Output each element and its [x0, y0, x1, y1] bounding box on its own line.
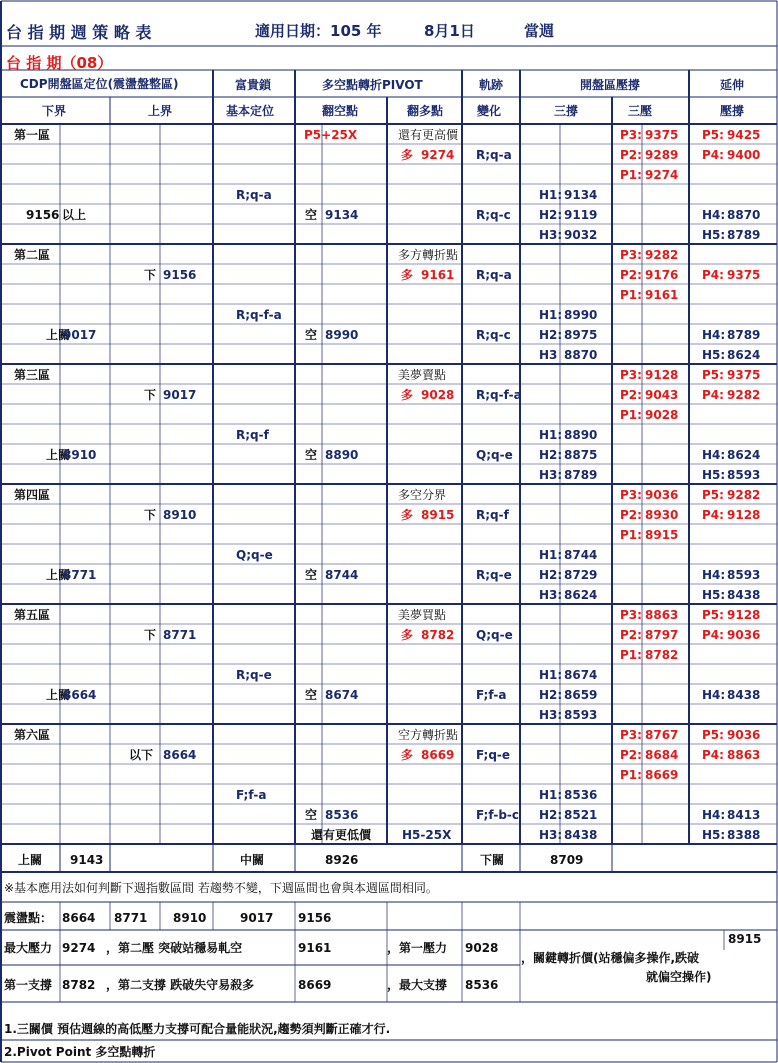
max-pressure-label: 最大壓力	[4, 941, 53, 955]
zone-long-bottom: H5-25X	[402, 828, 452, 842]
zone-name: 第三區	[14, 368, 51, 382]
zone-h2: 8521	[564, 808, 598, 822]
zone-base: R;q-f	[236, 428, 269, 442]
col-change: 變化	[477, 104, 502, 118]
col-low: 下界	[42, 104, 67, 118]
h4-label: H4:	[702, 208, 726, 222]
p3-label: P3:	[620, 368, 642, 382]
zone-h2: 8729	[564, 568, 598, 582]
h5-label: H5:	[702, 468, 726, 482]
zone-h1: 8890	[564, 428, 598, 442]
zone-base: R;q-a	[236, 188, 272, 202]
zone-high: 8771	[163, 628, 197, 642]
zone-p4: 9375	[727, 268, 761, 282]
zone-h3: 8593	[564, 708, 598, 722]
col-group-lock: 富貴鎖	[235, 78, 272, 92]
zone-h2: 8875	[564, 448, 598, 462]
zone-p5: 9375	[727, 368, 761, 382]
zone-p2: 9043	[645, 388, 679, 402]
zone-long-note: 多方轉折點	[398, 248, 459, 262]
footnote-1: 1.三關價 預估週線的高低壓力支撐可配合量能狀況,趨勢須判斷正確才行.	[4, 1022, 391, 1036]
h2-label: H2:	[539, 328, 563, 342]
zone-h1: 8536	[564, 788, 598, 802]
p2-label: P2:	[620, 388, 642, 402]
h1-label: H1:	[539, 188, 563, 202]
zone-long: 8669	[421, 748, 455, 762]
h5-label: H5:	[702, 348, 726, 362]
short-mark: 空	[305, 208, 318, 222]
zone-p1: 8915	[645, 528, 679, 542]
zone-h4: 8789	[727, 328, 761, 342]
zone-short-bottom: 還有更低價	[311, 828, 372, 842]
max-support-label: ，最大支撐	[387, 978, 448, 992]
zone-long: 9028	[421, 388, 455, 402]
h2-label: H2:	[539, 208, 563, 222]
p3-label: P3:	[620, 128, 642, 142]
zone-p2: 9176	[645, 268, 679, 282]
zone-p3: 9282	[645, 248, 679, 262]
long-mark: 多	[401, 148, 414, 162]
zone-h2: 9119	[564, 208, 598, 222]
col-s3: 三撐	[554, 104, 579, 118]
zone-change-1: R;q-f-a	[476, 388, 522, 402]
zone-long-note: 空方轉折點	[398, 728, 459, 742]
zone-h4: 8624	[727, 448, 761, 462]
first-pressure-value: 9028	[465, 941, 499, 955]
zone-h3: 8870	[564, 348, 598, 362]
zone-high-mark: 下	[144, 508, 157, 522]
zone-change-2: Q;q-e	[476, 448, 513, 462]
p5-label: P5:	[702, 368, 724, 382]
p4-label: P4:	[702, 628, 724, 642]
long-mark: 多	[401, 748, 414, 762]
zone-p4: 9128	[727, 508, 761, 522]
h5-label: H5:	[702, 228, 726, 242]
col-high: 上界	[148, 104, 173, 118]
zone-p1: 9274	[645, 168, 679, 182]
zone-h5: 8388	[727, 828, 761, 842]
date-label: 適用日期：105 年	[255, 22, 382, 40]
h3-label: H3:	[539, 708, 563, 722]
h4-label: H4:	[702, 568, 726, 582]
zone-p3: 8767	[645, 728, 679, 742]
p2-label: P2:	[620, 148, 642, 162]
zone-h2: 8975	[564, 328, 598, 342]
col-ext-levels: 壓撐	[720, 104, 745, 118]
zone-low-mark: 上關	[46, 688, 71, 702]
h4-label: H4:	[702, 688, 726, 702]
zone-long-note: 美夢買點	[398, 608, 447, 622]
zone-short: 8674	[325, 688, 359, 702]
max-support-value: 8536	[465, 978, 499, 992]
zone-base: R;q-f-a	[236, 308, 282, 322]
h5-label: H5:	[702, 828, 726, 842]
zone-high: 9017	[163, 388, 197, 402]
range-point: 8910	[173, 911, 207, 925]
range-point: 9156	[298, 911, 332, 925]
p3-label: P3:	[620, 608, 642, 622]
zone-change-2: R;q-e	[476, 568, 512, 582]
p5-label: P5:	[702, 488, 724, 502]
pivot-label: ，關鍵轉折價(站穩偏多操作,跌破	[521, 951, 700, 965]
h1-label: H1:	[539, 428, 563, 442]
upper-value: 9143	[70, 853, 104, 867]
sheet-subtitle: 台 指 期（08）	[6, 54, 113, 72]
zone-low: 9156	[26, 208, 60, 222]
zone-h4: 8413	[727, 808, 761, 822]
zone-p2: 8797	[645, 628, 679, 642]
zone-p1: 9161	[645, 288, 679, 302]
zone-h3: 8624	[564, 588, 598, 602]
zone-long-note: 多空分界	[398, 488, 447, 502]
p5-label: P5:	[702, 728, 724, 742]
zone-p5: 9425	[727, 128, 761, 142]
zone-high-mark: 下	[144, 628, 157, 642]
h3-label: H3:	[539, 588, 563, 602]
zone-h3: 9032	[564, 228, 598, 242]
max-pressure-value: 9274	[62, 941, 96, 955]
p4-label: P4:	[702, 508, 724, 522]
zone-p1: 8669	[645, 768, 679, 782]
zone-change-2: R;q-c	[476, 208, 511, 222]
zone-h1: 9134	[564, 188, 598, 202]
col-group-ext: 延伸	[720, 78, 745, 92]
p2-label: P2:	[620, 268, 642, 282]
p1-label: P1:	[620, 768, 642, 782]
p3-label: P3:	[620, 248, 642, 262]
zone-p4: 8863	[727, 748, 761, 762]
p1-label: P1:	[620, 288, 642, 302]
zone-high: 9156	[163, 268, 197, 282]
col-group-levels: 開盤區壓撐	[580, 78, 641, 92]
p3-label: P3:	[620, 728, 642, 742]
zone-p1: 9028	[645, 408, 679, 422]
p2-label: P2:	[620, 748, 642, 762]
p2-label: P2:	[620, 508, 642, 522]
zone-low: 9017	[63, 328, 97, 342]
zone-h4: 8870	[727, 208, 761, 222]
zone-p2: 8930	[645, 508, 679, 522]
zone-long: 8782	[421, 628, 455, 642]
date-value: 8月1日	[424, 22, 475, 40]
range-label: 震盪點：	[4, 911, 53, 925]
h2-label: H2:	[539, 808, 563, 822]
long-mark: 多	[401, 388, 414, 402]
p1-label: P1:	[620, 528, 642, 542]
zone-long: 9161	[421, 268, 455, 282]
zone-h2: 8659	[564, 688, 598, 702]
note-text: ※基本應用法如何判斷下週指數區間 若趨勢不變，下週區間也會與本週區間相同。	[4, 881, 438, 895]
zone-low-mark: 上關	[46, 328, 71, 342]
h3-label: H3:	[539, 828, 563, 842]
zone-p1: 8782	[645, 648, 679, 662]
zone-short-top: P5+25X	[304, 128, 358, 142]
zone-short: 8536	[325, 808, 359, 822]
zone-high-mark: 以下	[129, 748, 154, 762]
p4-label: P4:	[702, 388, 724, 402]
zone-long: 9274	[421, 148, 455, 162]
zone-change-1: R;q-a	[476, 268, 512, 282]
zone-h3: 8438	[564, 828, 598, 842]
zone-base: R;q-e	[236, 668, 272, 682]
zone-p3: 9375	[645, 128, 679, 142]
week-label: 當週	[524, 22, 555, 40]
zone-low-mark: 上關	[46, 448, 71, 462]
zone-p4: 9036	[727, 628, 761, 642]
h5-label: H5:	[702, 588, 726, 602]
zone-p4: 9282	[727, 388, 761, 402]
long-mark: 多	[401, 268, 414, 282]
zone-change-2: F;f-a	[476, 688, 507, 702]
zone-h4: 8438	[727, 688, 761, 702]
first-pressure-label: ，第一壓力	[387, 941, 448, 955]
h1-label: H1:	[539, 668, 563, 682]
zone-change-1: F;q-e	[476, 748, 511, 762]
col-base: 基本定位	[226, 104, 275, 118]
footnote-2: 2.Pivot Point 多空點轉折	[4, 1045, 156, 1059]
p1-label: P1:	[620, 648, 642, 662]
zone-low: 8771	[63, 568, 97, 582]
zone-h1: 8990	[564, 308, 598, 322]
h4-label: H4:	[702, 448, 726, 462]
p4-label: P4:	[702, 268, 724, 282]
range-point: 8771	[114, 911, 148, 925]
p1-label: P1:	[620, 408, 642, 422]
col-long: 翻多點	[407, 104, 444, 118]
zone-p5: 9128	[727, 608, 761, 622]
zone-p5: 9036	[727, 728, 761, 742]
zone-h1: 8744	[564, 548, 598, 562]
zone-low: 8664	[63, 688, 97, 702]
second-support-label: ，第二支撐 跌破失守易殺多	[106, 978, 255, 992]
range-point: 8664	[62, 911, 96, 925]
col-p3: 三壓	[628, 104, 653, 118]
h2-label: H2:	[539, 568, 563, 582]
zone-h1: 8674	[564, 668, 598, 682]
zone-long: 8915	[421, 508, 455, 522]
sheet-title: 台 指 期 週 策 略 表	[6, 23, 152, 42]
zone-long-note: 美夢賣點	[398, 368, 447, 382]
long-mark: 多	[401, 508, 414, 522]
p1-label: P1:	[620, 168, 642, 182]
col-group-pivot: 多空點轉折PIVOT	[322, 78, 423, 92]
h1-label: H1:	[539, 308, 563, 322]
h2-label: H2:	[539, 688, 563, 702]
zone-p4: 9400	[727, 148, 761, 162]
col-group-cdp: CDP開盤區定位(震盪盤整區)	[20, 77, 179, 91]
h3-label: H3	[539, 348, 558, 362]
first-support-value: 8782	[62, 978, 96, 992]
zone-name: 第六區	[14, 728, 51, 742]
zone-change-1: R;q-f	[476, 508, 509, 522]
zone-change-2: F;f-b-c	[476, 808, 520, 822]
zone-h4: 8593	[727, 568, 761, 582]
zone-p2: 8684	[645, 748, 679, 762]
p2-label: P2:	[620, 628, 642, 642]
zone-low-suffix: 以上	[62, 208, 87, 222]
zone-short: 8890	[325, 448, 359, 462]
h2-label: H2:	[539, 448, 563, 462]
zone-name: 第五區	[14, 608, 51, 622]
p3-label: P3:	[620, 488, 642, 502]
p4-label: P4:	[702, 748, 724, 762]
h4-label: H4:	[702, 328, 726, 342]
zone-p2: 9289	[645, 148, 679, 162]
zone-short: 8990	[325, 328, 359, 342]
short-mark: 空	[305, 688, 318, 702]
zone-name: 第二區	[14, 248, 51, 262]
pivot-value: 8915	[728, 932, 762, 946]
range-point: 9017	[240, 911, 274, 925]
zone-high-mark: 下	[144, 388, 157, 402]
zone-high-mark: 下	[144, 268, 157, 282]
h1-label: H1:	[539, 788, 563, 802]
long-mark: 多	[401, 628, 414, 642]
zone-change-1: R;q-a	[476, 148, 512, 162]
p4-label: P4:	[702, 148, 724, 162]
zone-h5: 8438	[727, 588, 761, 602]
zone-short: 8744	[325, 568, 359, 582]
zone-base: Q;q-e	[236, 548, 273, 562]
second-support-value: 8669	[298, 978, 332, 992]
mid-label: 中關	[240, 853, 265, 867]
zone-high: 8664	[163, 748, 197, 762]
zone-long-note: 還有更高價	[398, 128, 459, 142]
zone-h5: 8789	[727, 228, 761, 242]
upper-label: 上關	[18, 853, 43, 867]
lower-value: 8709	[550, 853, 584, 867]
h3-label: H3:	[539, 468, 563, 482]
mid-value: 8926	[325, 853, 359, 867]
h1-label: H1:	[539, 548, 563, 562]
lower-label: 下關	[480, 853, 505, 867]
zone-h5: 8624	[727, 348, 761, 362]
short-mark: 空	[305, 448, 318, 462]
zone-p3: 9128	[645, 368, 679, 382]
col-short: 翻空點	[322, 104, 359, 118]
zone-p5: 9282	[727, 488, 761, 502]
zone-p3: 8863	[645, 608, 679, 622]
zone-high: 8910	[163, 508, 197, 522]
second-pressure-label: ，第二壓 突破站穩易軋空	[106, 941, 243, 955]
short-mark: 空	[305, 568, 318, 582]
short-mark: 空	[305, 328, 318, 342]
zone-low-mark: 上關	[46, 568, 71, 582]
zone-base: F;f-a	[236, 788, 267, 802]
h4-label: H4:	[702, 808, 726, 822]
zone-low: 8910	[63, 448, 97, 462]
zone-change-2: R;q-c	[476, 328, 511, 342]
zone-change-1: Q;q-e	[476, 628, 513, 642]
zone-h5: 8593	[727, 468, 761, 482]
short-mark: 空	[305, 808, 318, 822]
zone-short: 9134	[325, 208, 359, 222]
col-group-track: 軌跡	[479, 78, 504, 92]
zone-p3: 9036	[645, 488, 679, 502]
zone-name: 第四區	[14, 488, 51, 502]
h3-label: H3:	[539, 228, 563, 242]
second-pressure-value: 9161	[298, 941, 332, 955]
p5-label: P5:	[702, 128, 724, 142]
first-support-label: 第一支撐	[4, 978, 53, 992]
pivot-label-2: 就偏空操作)	[646, 970, 712, 984]
zone-name: 第一區	[14, 128, 51, 142]
p5-label: P5:	[702, 608, 724, 622]
zone-h3: 8789	[564, 468, 598, 482]
